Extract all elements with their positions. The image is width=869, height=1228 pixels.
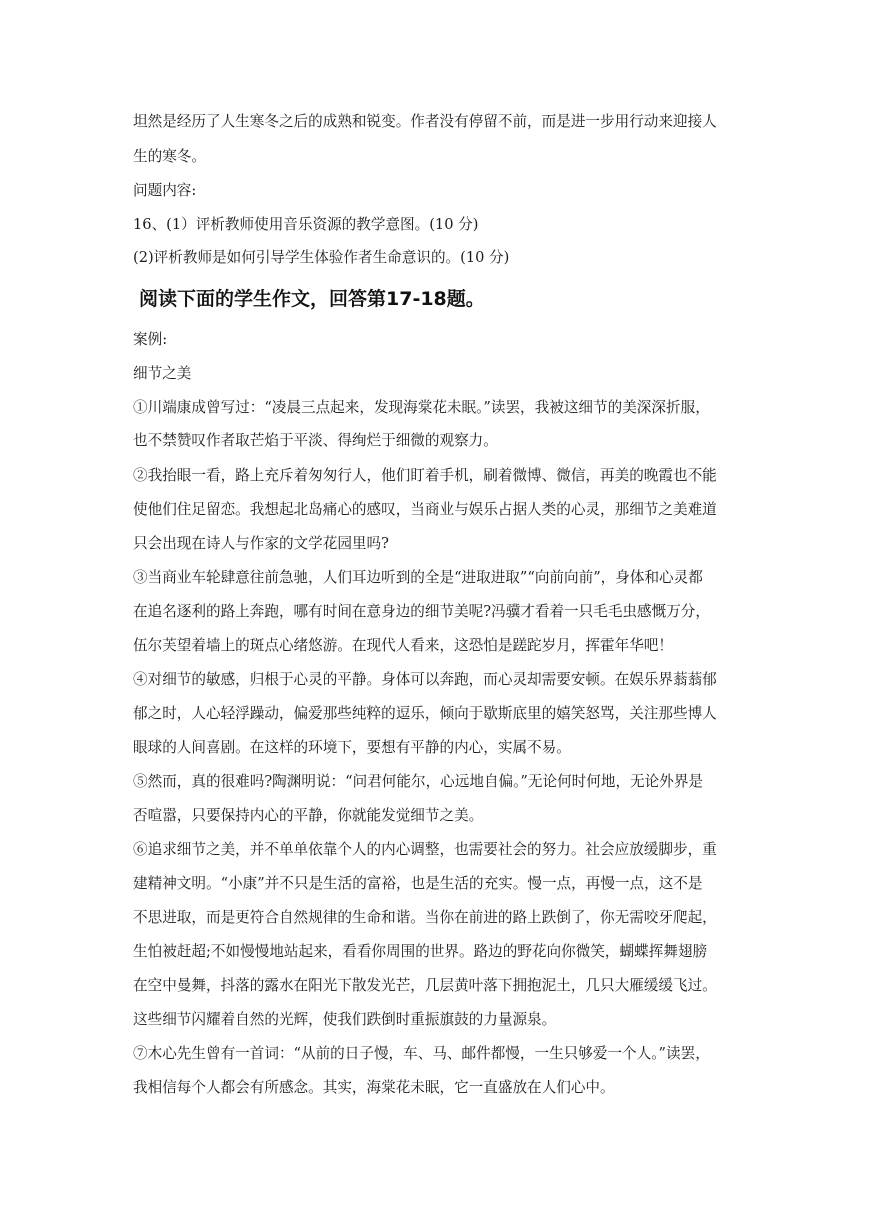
text-line: 问题内容:: [133, 182, 197, 199]
paragraph-1: ①川端康成曾写过：“凌晨三点起来，发现海棠花未眠。”读罢，我被这细节的美深深折服，: [133, 399, 710, 416]
paragraph-1: 也不禁赞叹作者取芒焰于平淡、得绚烂于细微的观察力。: [133, 432, 498, 449]
paragraph-3: 在追名逐利的路上奔跑，哪有时间在意身边的细节美呢?冯骥才看着一只毛毛虫感慨万分，: [133, 603, 710, 620]
paragraph-2: 只会出现在诗人与作家的文学花园里吗?: [133, 535, 389, 552]
paragraph-6: 这些细节闪耀着自然的光辉，使我们跌倒时重振旗鼓的力量源泉。: [133, 1011, 557, 1028]
paragraph-4: 郁之时，人心轻浮躁动，偏爱那些纯粹的逗乐，倾向于歇斯底里的嬉笑怒骂，关注那些博人: [133, 705, 717, 722]
paragraph-6: ⑥追求细节之美，并不单单依靠个人的内心调整，也需要社会的努力。社会应放缓脚步，重: [133, 841, 717, 858]
paragraph-3: 伍尔芙望着墙上的斑点心绪悠游。在现代人看来，这恐怕是蹉跎岁月，挥霍年华吧！: [133, 637, 673, 654]
text-line: 生的寒冬。: [133, 148, 206, 165]
paragraph-5: ⑤然而，真的很难吗?陶渊明说：“问君何能尔，心远地自偏。”无论何时何地，无论外界是: [133, 773, 704, 790]
essay-title: 细节之美: [133, 365, 192, 382]
paragraph-3: ③当商业车轮肆意往前急驰，人们耳边听到的全是“进取进取”“向前向前”，身体和心灵都: [133, 569, 703, 586]
paragraph-7: 我相信每个人都会有所感念。其实，海棠花未眠，它一直盛放在人们心中。: [133, 1079, 615, 1096]
paragraph-4: ④对细节的敏感，归根于心灵的平静。身体可以奔跑，而心灵却需要安顿。在娱乐界蓊蓊郁: [133, 671, 717, 688]
paragraph-6: 在空中曼舞，抖落的露水在阳光下散发光芒，几层黄叶落下拥抱泥土，几只大雁缓缓飞过。: [133, 977, 717, 994]
case-label: 案例:: [133, 331, 168, 348]
paragraph-6: 生怕被赶超;不如慢慢地站起来，看看你周围的世界。路边的野花向你微笑，蝴蝶挥舞翅膀: [133, 943, 708, 960]
paragraph-2: ②我抬眼一看，路上充斥着匆匆行人，他们盯着手机，刷着微博、微信，再美的晚霞也不能: [133, 467, 717, 484]
question-16-part-1: 16、(1）评析教师使用音乐资源的教学意图。(10 分): [133, 216, 479, 233]
text-line: 坦然是经历了人生寒冬之后的成熟和锐变。作者没有停留不前，而是进一步用行动来迎接人: [133, 113, 717, 130]
question-16-part-2: (2)评析教师是如何引导学生体验作者生命意识的。(10 分): [133, 249, 510, 266]
paragraph-7: ⑦木心先生曾有一首词：“从前的日子慢，车、马、邮件都慢，一生只够爱一个人。”读罢，: [133, 1045, 710, 1062]
paragraph-5: 否喧嚣，只要保持内心的平静，你就能发觉细节之美。: [133, 807, 484, 824]
paragraph-6: 建精神文明。“小康”并不只是生活的富裕，也是生活的充实。慢一点，再慢一点，这不是: [133, 875, 703, 892]
paragraph-4: 眼球的人间喜剧。在这样的环境下，要想有平静的内心，实属不易。: [133, 739, 571, 756]
paragraph-2: 使他们住足留恋。我想起北岛痛心的感叹，当商业与娱乐占据人类的心灵，那细节之美难道: [133, 501, 717, 518]
section-heading: 阅读下面的学生作文，回答第17-18题。: [139, 288, 485, 310]
paragraph-6: 不思进取，而是更符合自然规律的生命和谐。当你在前进的路上跌倒了，你无需咬牙爬起，: [133, 909, 717, 926]
